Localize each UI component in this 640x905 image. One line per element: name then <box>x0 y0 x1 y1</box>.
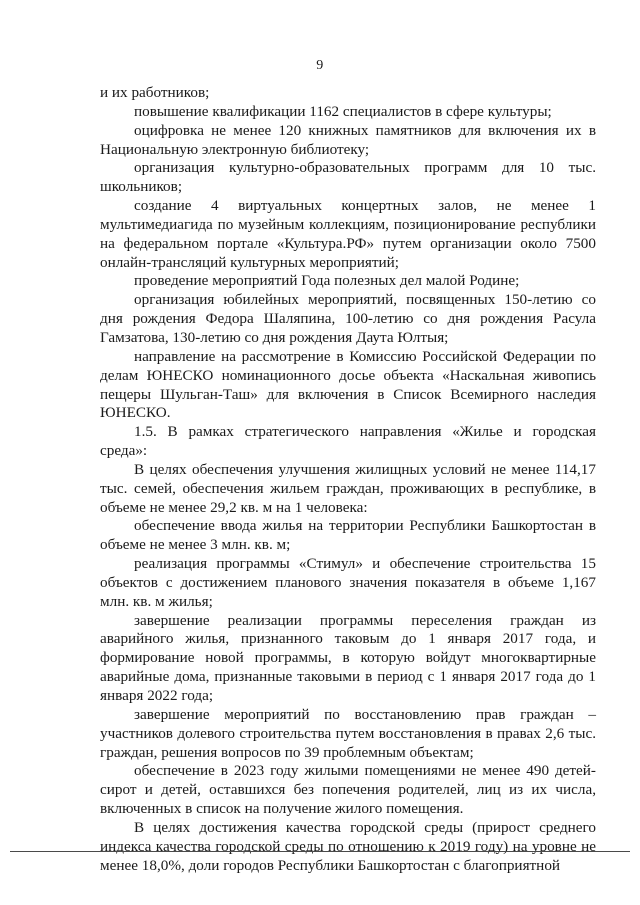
paragraph: организация юбилейных мероприятий, посвященных 150-летию со дня рождения Федора Шаляпина, 100-летию со дня рождения Расула Гамзатова, 130-летию со дня рождения Даута Юлтыя; <box>100 291 596 346</box>
paragraph: проведение мероприятий Года полезных дел малой Родине; <box>134 272 520 290</box>
paragraph: повышение квалификации 1162 специалистов в сфере культуры; <box>134 102 552 120</box>
paragraph: завершение мероприятий по восстановлению прав граждан – участников долевого строительства путем восстановления в правах 2,6 тыс. граждан, решения вопросов по 39 проблемным объектам; <box>100 705 596 761</box>
paragraph: В целях достижения качества городской среды (прирост среднего индекса качества городской среды по отношению к 2019 году) на уровне не менее 18,0%, доли городов Республики Башкортостан с благоприятной <box>100 818 596 874</box>
paragraph: организация культурно-образовательных программ для 10 тыс. школьников; <box>100 159 596 196</box>
paragraph: создание 4 виртуальных концертных залов, не менее 1 мультимедиагида по музейным коллекциям, позиционирование республики на федеральном портале «Культура.РФ» путем организации около 7500 онлайн-трансляций культурных мероприятий; <box>100 197 596 271</box>
paragraph: оцифровка не менее 120 книжных памятников для включения их в Национальную электронную библиотеку; <box>100 121 596 158</box>
section-heading-paragraph: 1.5. В рамках стратегического направления «Жилье и городская среда»: <box>100 423 596 460</box>
paragraph: направление на рассмотрение в Комиссию Российской Федерации по делам ЮНЕСКО номинационного досье объекта «Наскальная живопись пещеры Шульган-Таш» для включения в Список Всемирного наследия ЮНЕСКО. <box>100 347 596 422</box>
paragraph: обеспечение ввода жилья на территории Республики Башкортостан в объеме не менее 3 млн. кв. м; <box>100 517 596 554</box>
document-body <box>100 84 596 875</box>
paragraph: обеспечение в 2023 году жилыми помещениями не менее 490 детей-сирот и детей, оставшихся без попечения родителей, лиц из их числа, включенных в список на получение жилого помещения. <box>100 762 596 818</box>
footer-divider <box>10 851 630 852</box>
page-number: 9 <box>316 58 324 73</box>
paragraph: реализация программы «Стимул» и обеспечение строительства 15 объектов с достижением планового значения показателя в объеме 1,167 млн. кв. м жилья; <box>100 555 596 610</box>
paragraph: и их работников; <box>100 84 210 101</box>
paragraph: завершение реализации программы переселения граждан из аварийного жилья, признанного таковым до 1 января 2017 года, и формирование новой программы, в которую войдут многоквартирные аварийные дома, признанные таковыми в период с 1 января 2017 года до 1 января 2022 года; <box>100 611 596 704</box>
paragraph: В целях обеспечения улучшения жилищных условий не менее 114,17 тыс. семей, обеспечения жильем граждан, проживающих в республике, в объеме не менее 29,2 кв. м на 1 человека: <box>100 460 596 516</box>
